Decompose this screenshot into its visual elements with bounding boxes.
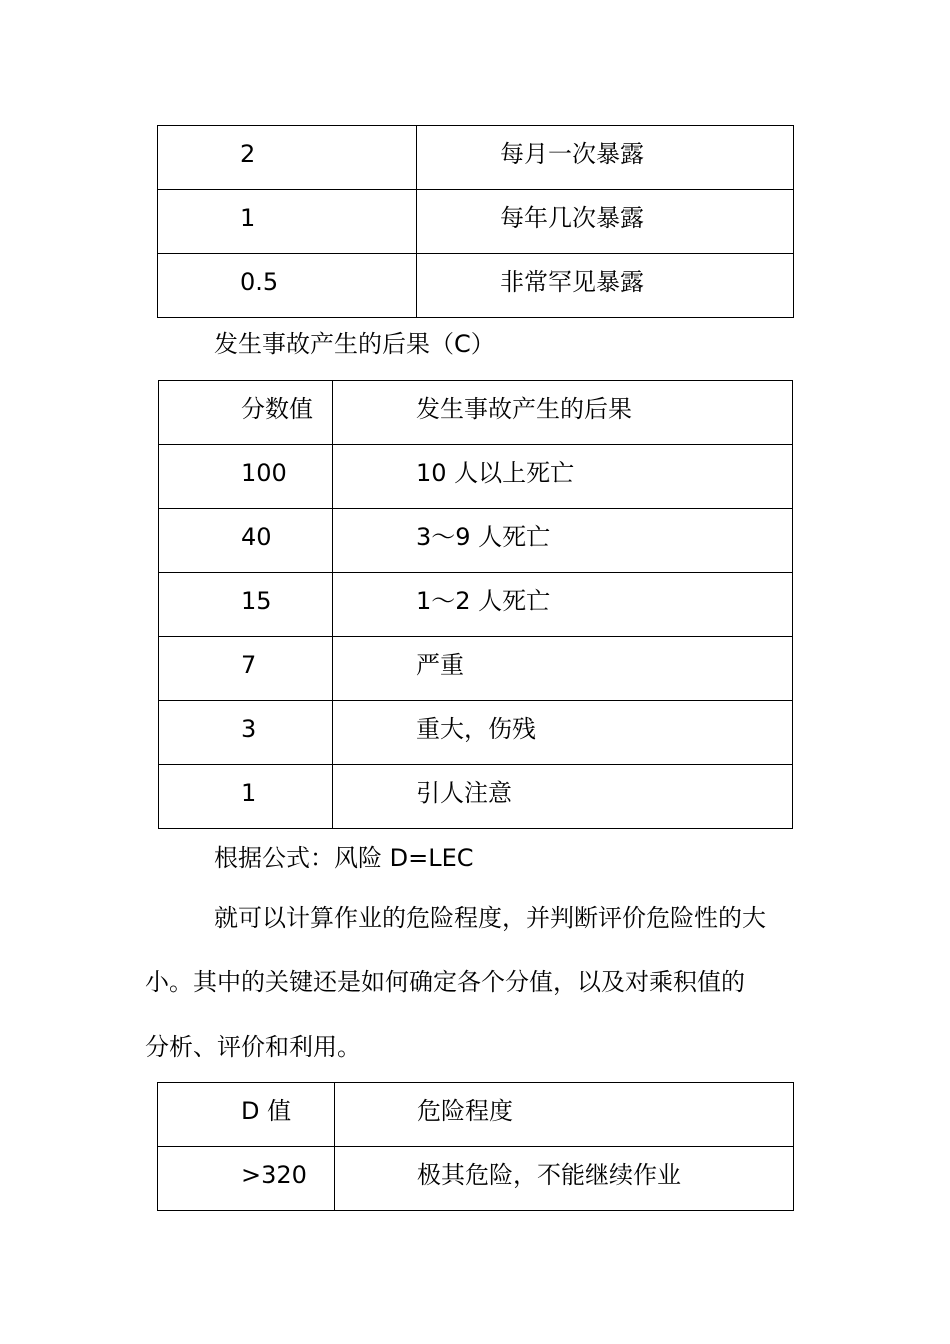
cell-text: 引人注意 bbox=[416, 779, 512, 807]
table-header-score bbox=[159, 381, 333, 445]
cell-text: 每年几次暴露 bbox=[500, 204, 644, 232]
table-cell-description bbox=[333, 445, 793, 509]
table-header-row bbox=[159, 381, 793, 445]
cell-text: 每月一次暴露 bbox=[500, 140, 644, 168]
header-text: D 值 bbox=[241, 1097, 292, 1125]
cell-text: 1 bbox=[241, 779, 257, 807]
table-cell-score bbox=[158, 254, 417, 318]
table-cell-description bbox=[417, 254, 794, 318]
body-text-line: 分析、评价和利用。 bbox=[145, 1033, 361, 1061]
table-row bbox=[159, 701, 793, 765]
consequence-table bbox=[158, 380, 793, 829]
table-row bbox=[159, 637, 793, 701]
table-cell-description bbox=[417, 190, 794, 254]
table-row bbox=[159, 509, 793, 573]
table-cell-score bbox=[158, 126, 417, 190]
table-cell-description bbox=[335, 1147, 794, 1211]
table-row bbox=[159, 765, 793, 829]
table-row bbox=[158, 126, 794, 190]
cell-text: 1～2 人死亡 bbox=[416, 587, 551, 615]
header-text: 分数值 bbox=[241, 395, 313, 423]
cell-text: 7 bbox=[241, 651, 257, 679]
consequence-caption: 发生事故产生的后果（C） bbox=[214, 330, 495, 358]
table-cell-description bbox=[333, 573, 793, 637]
table-cell-description bbox=[333, 701, 793, 765]
table-cell-score bbox=[159, 637, 333, 701]
table-cell-score bbox=[159, 701, 333, 765]
cell-text: 重大，伤残 bbox=[416, 715, 536, 743]
formula-line: 根据公式：风险 D=LEC bbox=[214, 844, 474, 872]
table-row bbox=[158, 190, 794, 254]
header-text: 发生事故产生的后果 bbox=[416, 395, 632, 423]
table-cell-score bbox=[159, 445, 333, 509]
table-cell-score bbox=[158, 190, 417, 254]
table-header-description bbox=[335, 1083, 794, 1147]
table-header-row bbox=[158, 1083, 794, 1147]
table-cell-description bbox=[333, 637, 793, 701]
header-text: 危险程度 bbox=[417, 1097, 513, 1125]
cell-text: 非常罕见暴露 bbox=[500, 268, 644, 296]
table-header-score bbox=[158, 1083, 335, 1147]
cell-text: 10 人以上死亡 bbox=[416, 459, 575, 487]
table-cell-score bbox=[158, 1147, 335, 1211]
cell-text: 极其危险，不能继续作业 bbox=[417, 1161, 681, 1189]
exposure-table bbox=[157, 125, 794, 318]
cell-text: 15 bbox=[241, 587, 272, 615]
table-cell-description bbox=[333, 509, 793, 573]
cell-text: 0.5 bbox=[240, 268, 279, 296]
table-row bbox=[158, 254, 794, 318]
cell-text: 严重 bbox=[416, 651, 464, 679]
table-cell-description bbox=[333, 765, 793, 829]
body-text-line: 小。其中的关键还是如何确定各个分值，以及对乘积值的 bbox=[145, 968, 745, 996]
risk-level-table bbox=[157, 1082, 794, 1211]
cell-text: >320 bbox=[241, 1161, 307, 1189]
cell-text: 40 bbox=[241, 523, 272, 551]
cell-text: 2 bbox=[240, 140, 256, 168]
cell-text: 3～9 人死亡 bbox=[416, 523, 551, 551]
cell-text: 1 bbox=[240, 204, 256, 232]
cell-text: 3 bbox=[241, 715, 257, 743]
table-cell-description bbox=[417, 126, 794, 190]
table-row bbox=[159, 573, 793, 637]
table-row bbox=[159, 445, 793, 509]
table-row bbox=[158, 1147, 794, 1211]
table-cell-score bbox=[159, 573, 333, 637]
cell-text: 100 bbox=[241, 459, 287, 487]
table-cell-score bbox=[159, 509, 333, 573]
table-header-description bbox=[333, 381, 793, 445]
body-text-line: 就可以计算作业的危险程度，并判断评价危险性的大 bbox=[214, 904, 766, 932]
table-cell-score bbox=[159, 765, 333, 829]
